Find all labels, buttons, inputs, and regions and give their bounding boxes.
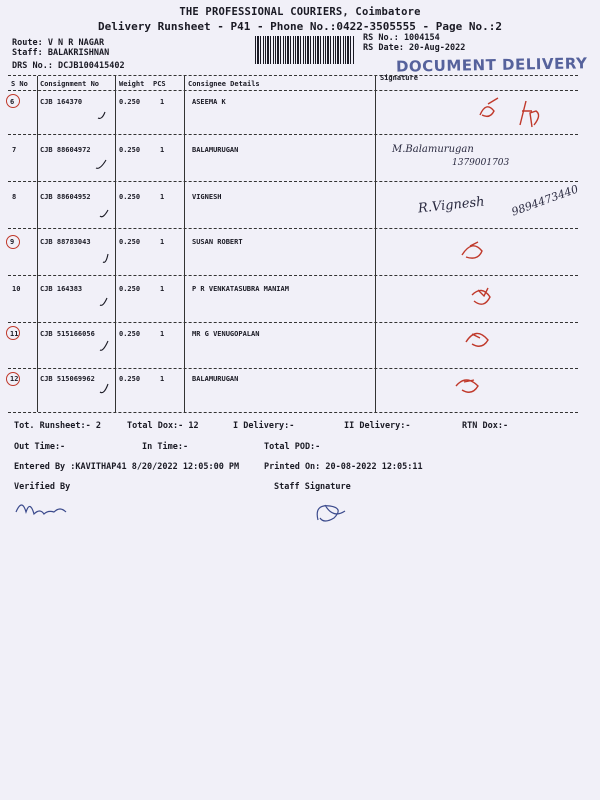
col-signature: Signature <box>380 74 418 82</box>
row-pcs: 1 <box>160 146 165 154</box>
drs-number: DRS No.: DCJB100415402 <box>12 61 125 71</box>
row-consignee: BALAMURUGAN <box>192 146 239 154</box>
total-dox: Total Dox:- 12 <box>127 421 199 431</box>
row-weight: 0.250 <box>119 285 141 293</box>
row-sno: 6 <box>10 98 15 106</box>
row-pcs: 1 <box>160 330 165 338</box>
handwritten-phone-row8: 9894473440 <box>509 182 581 219</box>
rs-number: RS No.: 1004154 <box>363 33 440 43</box>
handwritten-phone-row7: 1379001703 <box>452 158 510 168</box>
col-consignee: Consignee Details <box>188 80 260 88</box>
printed-on: Printed On: 20-08-2022 12:05:11 <box>264 462 423 472</box>
row-consignment: CJB 88783043 <box>40 238 91 246</box>
row-consignment: CJB 164370 <box>40 98 83 106</box>
ii-delivery: II Delivery:- <box>344 421 411 431</box>
rtn-dox: RTN Dox:- <box>462 421 509 431</box>
staff-signature: Staff Signature <box>274 482 351 492</box>
row-consignment: CJB 88604972 <box>40 146 91 154</box>
row-weight: 0.250 <box>119 238 141 246</box>
row-consignment: CJB 515166056 <box>40 330 95 338</box>
runsheet-subtitle: Delivery Runsheet - P41 - Phone No.:0422-3505555 - Page No.:2 <box>98 20 502 33</box>
row-pcs: 1 <box>160 98 165 106</box>
verified-by: Verified By <box>14 482 71 492</box>
row-consignee: ASEEMA K <box>192 98 226 106</box>
col-pcs: PCS <box>153 80 166 88</box>
row-sno: 12 <box>10 375 19 383</box>
row-pcs: 1 <box>160 193 165 201</box>
row-pcs: 1 <box>160 375 165 383</box>
col-sno: S No <box>11 80 28 88</box>
row-pcs: 1 <box>160 238 165 246</box>
staff-label: Staff: BALAKRISHNAN <box>12 48 110 58</box>
total-pod: Total POD:- <box>264 442 321 452</box>
row-weight: 0.250 <box>119 193 141 201</box>
row-sno: 8 <box>12 193 17 201</box>
handwritten-name-row7: M.Balamurugan <box>392 144 474 155</box>
document-delivery-stamp: DOCUMENT DELIVERY <box>395 54 588 76</box>
row-consignee: SUSAN ROBERT <box>192 238 243 246</box>
row-sno: 11 <box>10 330 19 338</box>
tot-runsheet: Tot. Runsheet:- 2 <box>14 421 101 431</box>
row-consignment: CJB 515069962 <box>40 375 95 383</box>
entered-by: Entered By :KAVITHAP41 8/20/2022 12:05:00 PM <box>14 462 240 472</box>
route-label: Route: V N R NAGAR <box>12 38 105 48</box>
row-weight: 0.250 <box>119 146 141 154</box>
i-delivery: I Delivery:- <box>233 421 295 431</box>
in-time: In Time:- <box>142 442 189 452</box>
company-title: THE PROFESSIONAL COURIERS, Coimbatore <box>179 6 421 18</box>
row-consignee: VIGNESH <box>192 193 222 201</box>
out-time: Out Time:- <box>14 442 66 452</box>
row-consignee: P R VENKATASUBRA MANIAM <box>192 285 289 293</box>
row-sno: 7 <box>12 146 17 154</box>
row-consignee: BALAMURUGAN <box>192 375 239 383</box>
row-consignee: MR G VENUGOPALAN <box>192 330 260 338</box>
row-consignment: CJB 164383 <box>40 285 83 293</box>
row-sno: 10 <box>12 285 21 293</box>
row-sno: 9 <box>10 238 15 246</box>
col-weight: Weight <box>119 80 145 88</box>
row-weight: 0.250 <box>119 330 141 338</box>
row-pcs: 1 <box>160 285 165 293</box>
handwritten-name-row8: R.Vignesh <box>417 194 486 217</box>
row-weight: 0.250 <box>119 375 141 383</box>
col-consignment: Consignment No <box>40 80 100 88</box>
row-weight: 0.250 <box>119 98 141 106</box>
rs-date: RS Date: 20-Aug-2022 <box>363 43 466 53</box>
row-consignment: CJB 88604952 <box>40 193 91 201</box>
